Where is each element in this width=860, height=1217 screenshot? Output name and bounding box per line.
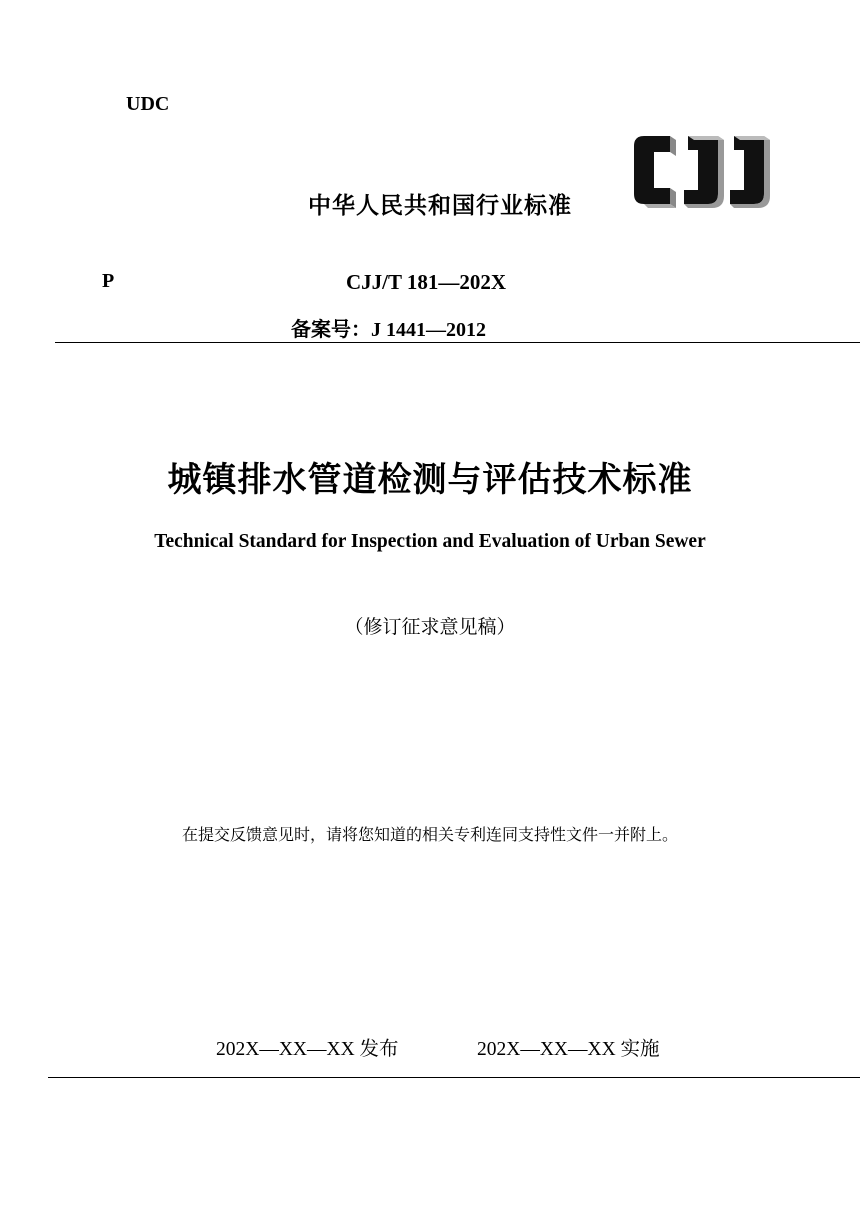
- issue-label: 发布: [359, 1037, 399, 1060]
- classification-code: P: [102, 270, 115, 292]
- patent-notice: 在提交反馈意见时，请将您知道的相关专利连同支持性文件一并附上。: [181, 825, 678, 844]
- top-divider: [55, 342, 860, 343]
- title-chinese: 城镇排水管道检测与评估技术标准: [167, 460, 693, 500]
- standard-number: CJJ/T 181—202X: [346, 270, 507, 294]
- udc-label: UDC: [126, 93, 170, 115]
- title-english: Technical Standard for Inspection and Evaluation of Urban Sewer: [154, 531, 706, 552]
- implement-label: 实施: [620, 1037, 660, 1060]
- filing-number-line: [291, 313, 486, 342]
- draft-status: （修订征求意见稿）: [344, 616, 516, 638]
- filing-number: J 1441—2012: [371, 319, 486, 341]
- logo-letter-j2: [730, 136, 770, 208]
- logo-letter-j1: [684, 136, 724, 208]
- logo-letter-c: [634, 136, 676, 208]
- filing-label: 备案号：: [291, 317, 371, 341]
- bottom-divider: [48, 1077, 860, 1078]
- industry-standard-heading: 中华人民共和国行业标准: [308, 193, 572, 219]
- implement-date-line: [477, 1033, 660, 1061]
- issue-date: 202X—XX—XX: [216, 1039, 355, 1060]
- cjj-logo: [626, 132, 776, 208]
- issue-date-line: [216, 1033, 399, 1061]
- implement-date: 202X—XX—XX: [477, 1039, 616, 1060]
